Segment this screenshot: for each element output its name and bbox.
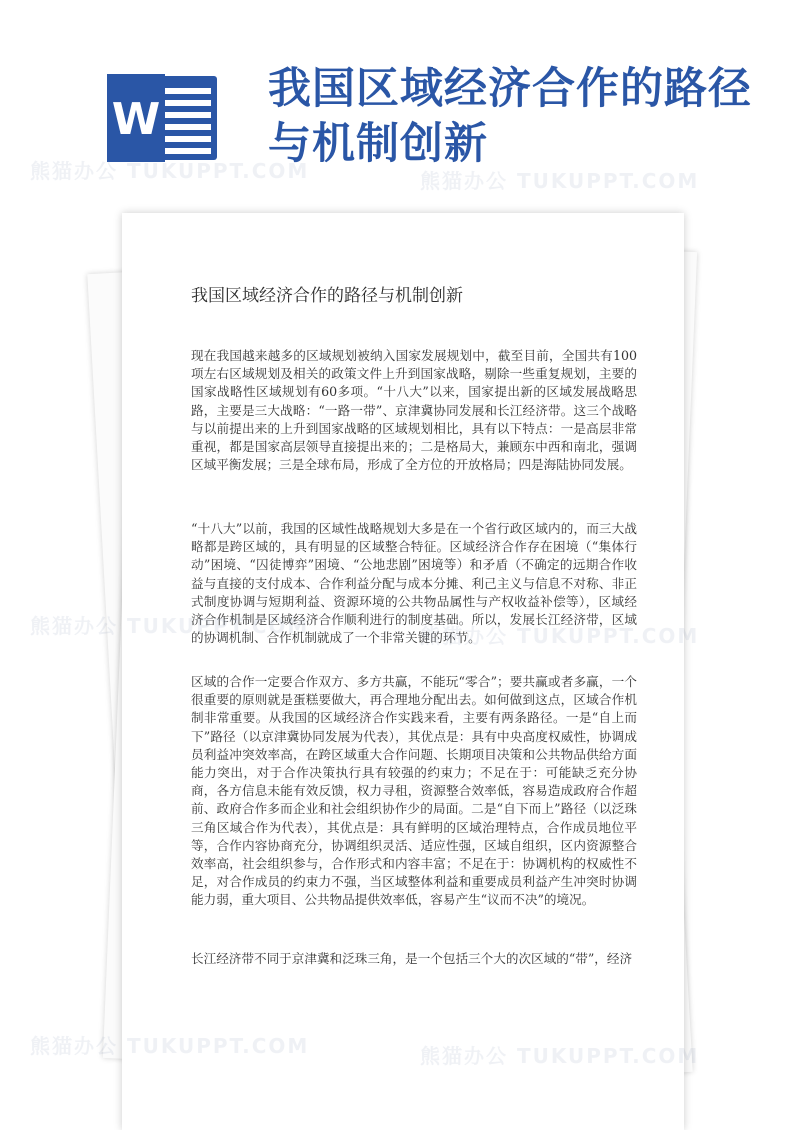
paragraph-4: 长江经济带不同于京津冀和泛珠三角，是一个包括三个大的次区域的“带”，经济 [191,951,633,966]
word-document-icon [107,74,219,162]
paragraph-2: “十八大”以前，我国的区域性战略规划大多是在一个省行政区域内的，而三大战略都是跨区域的，具有明显的区域整合特征。区域经济合作存在困境（“集体行动”困境、“囚徒博弈”困境、“公地悲剧”困境等）和矛盾（不确定的远期合作收益与直接的支付成本、合作利益分配与成本分摊、利己主义与信息不对称、非正式制度协调与短期利益、资源环境的公共物品属性与产权收益补偿等），区域经济合作机制是区域经济合作顺利进行的制度基础。所以，发展长江经济带，区域的协调机制、合作机制就成了一个非常关键的环节。 [191,521,637,646]
watermark: 熊猫办公 TUKUPPT.COM [30,159,310,183]
header-banner [0,0,800,200]
document-title: 我国区域经济合作的路径与机制创新 [191,286,463,306]
watermark: 熊猫办公 [30,1034,118,1058]
paragraph-1: 现在我国越来越多的区域规划被纳入国家发展规划中，截至目前，全国共有100项左右区域规划及相关的政策文件上升到国家战略，剔除一些重复规划，主要的国家战略性区域规划有60多项。“十八大”以来，国家提出新的区域发展战略思路，主要是三大战略：“一路一带”、京津冀协同发展和长江经济带。这三个战略与以前提出来的上升到国家战略的区域规划相比，具有以下特点：一是高层非常重视，都是国家高层领导直接提出来的；二是格局大，兼顾东中西和南北，强调区域平衡发展；三是全球布局，形成了全方位的开放格局；四是海陆协同发展。 [191,348,637,473]
document-page [122,213,684,1130]
paragraph-3: 区域的合作一定要合作双方、多方共赢，不能玩“零合”；要共赢或者多赢，一个很重要的原则就是蛋糕要做大，再合理地分配出去。如何做到这点，区域合作机制非常重要。从我国的区域经济合作实践来看，主要有两条路径。一是“自上而下”路径（以京津冀协同发展为代表），其优点是：具有中央高度权威性，协调成员利益冲突效率高，在跨区域重大合作问题、长期项目决策和公共物品供给方面能力突出，对于合作决策执行具有较强的约束力；不足在于：可能缺乏充分协商，各方信息未能有效反馈，权力寻租，资源整合效率低，容易造成政府合作超前、政府合作多而企业和社会组织协作少的局面。二是“自下而上”路径（以泛珠三角区域合作为代表），其优点是：具有鲜明的区域治理特点，合作成员地位平等，合作内容协商充分，协调组织灵活、适应性强，区域自组织，区内资源整合效率高，社会组织参与，合作形式和内容丰富；不足在于：协调机构的权威性不足，对合作成员的约束力不强，当区域整体利益和重要成员利益产生冲突时协调能力弱，重大项目、公共物品提供效率低，容易产生“议而不决”的境况。 [191,674,637,908]
watermark: 熊猫办公 [30,614,118,638]
watermark: 熊猫办公 TUKUPPT.COM [420,169,700,193]
page-title: 我国区域经济合作的路径与机制创新 [268,64,752,169]
word-icon-letter: W [111,94,161,145]
